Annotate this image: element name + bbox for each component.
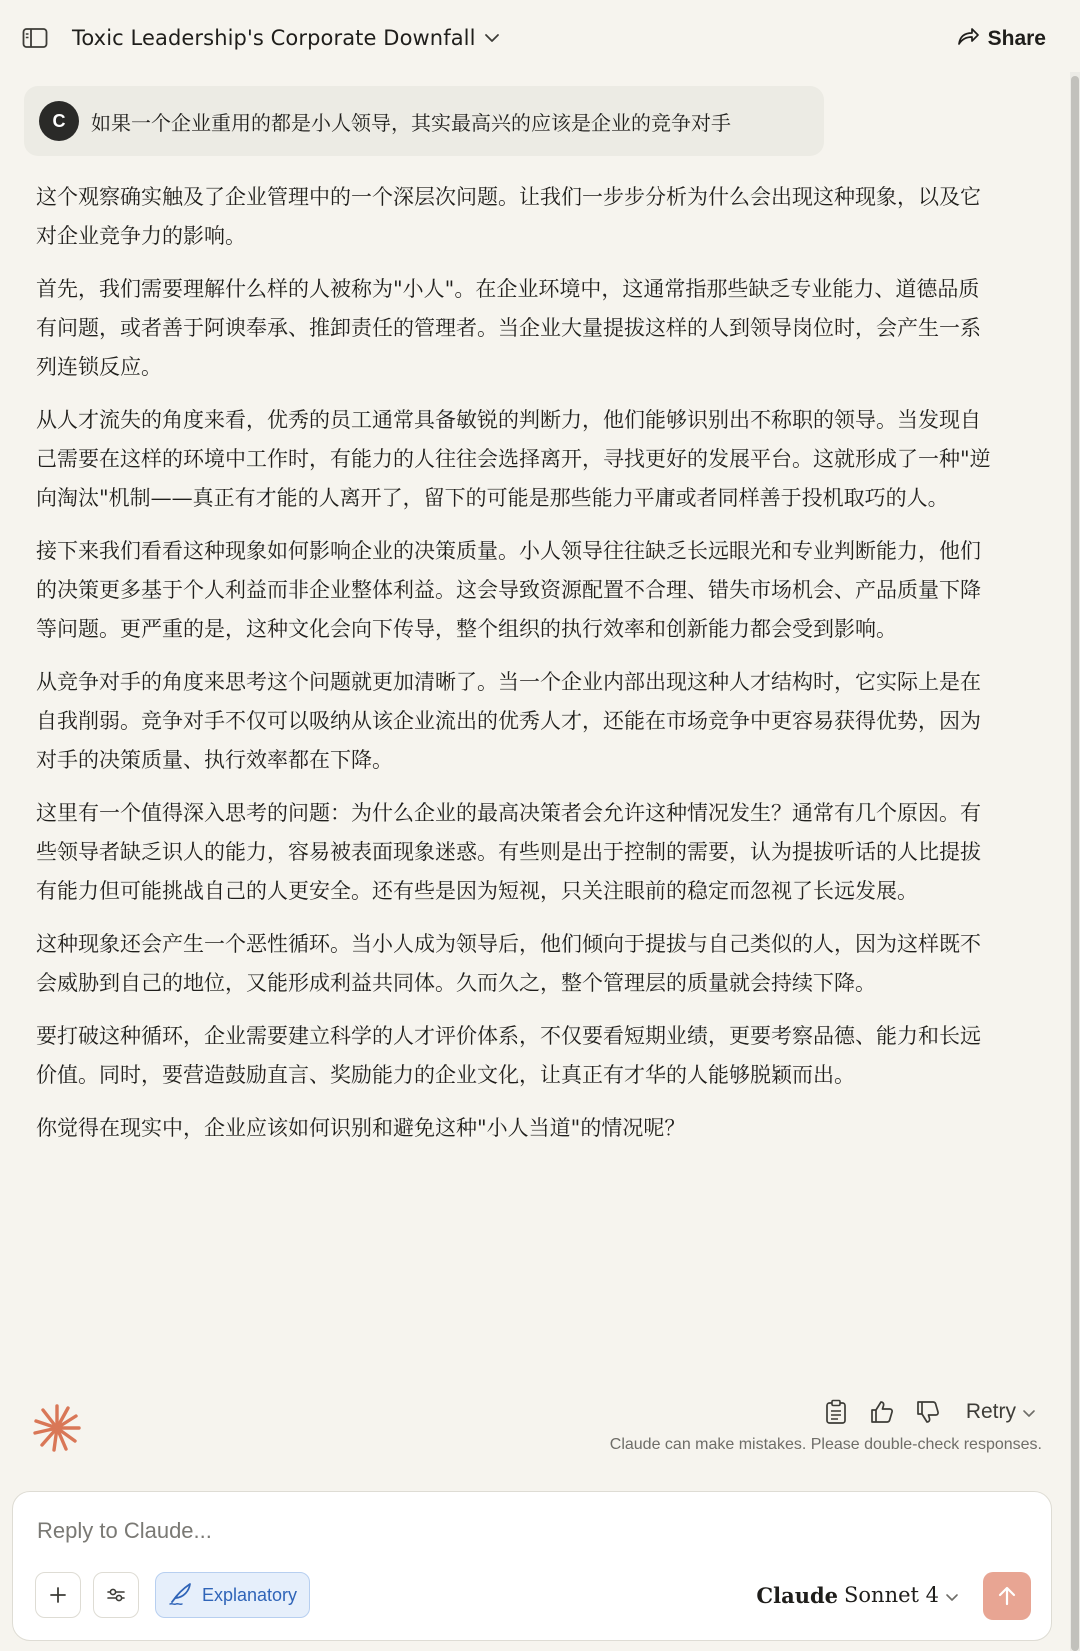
disclaimer-text: Claude can make mistakes. Please double-check responses.: [609, 1436, 1042, 1453]
claude-spark-logo-icon: [32, 1403, 82, 1453]
arrow-up-icon: [996, 1585, 1018, 1607]
reply-composer: [12, 1491, 1052, 1641]
send-button[interactable]: [983, 1572, 1031, 1620]
top-bar: [0, 0, 1072, 76]
tools-settings-button[interactable]: [93, 1572, 139, 1618]
model-selector[interactable]: [756, 1578, 959, 1612]
response-paragraph: 从竞争对手的角度来思考这个问题就更加清晰了。当一个企业内部出现这种人才结构时，它实际上是在自我削弱。竞争对手不仅可以吸纳从该企业流出的优秀人才，还能在市场竞争中更容易获得优势，因为对手的决策质量、执行效率都在下降。: [36, 670, 981, 772]
share-button[interactable]: [956, 22, 1046, 56]
retry-label: Retry: [965, 1400, 1016, 1423]
conversation-title: Toxic Leadership's Corporate Downfall: [72, 26, 476, 50]
scrollbar-thumb[interactable]: [1071, 76, 1079, 1651]
response-paragraph: 这种现象还会产生一个恶性循环。当小人成为领导后，他们倾向于提拔与自己类似的人，因为这样既不会威胁到自己的地位，又能形成利益共同体。久而久之，整个管理层的质量就会持续下降。: [36, 932, 981, 995]
feather-pen-icon: [168, 1580, 194, 1611]
assistant-response: [36, 178, 1000, 1162]
copy-icon[interactable]: [820, 1396, 852, 1428]
model-name: Sonnet 4: [844, 1583, 939, 1607]
response-actions: [820, 1396, 1036, 1428]
share-arrow-icon: [956, 24, 980, 54]
explanatory-style-button[interactable]: [155, 1572, 310, 1618]
user-message: [24, 86, 824, 156]
response-paragraph: 这里有一个值得深入思考的问题：为什么企业的最高决策者会允许这种情况发生？通常有几个原因。有些领导者缺乏识人的能力，容易被表面现象迷惑。有些则是出于控制的需要，认为提拔听话的人比提拔有能力但可能挑战自己的人更安全。还有些是因为短视，只关注眼前的稳定而忽视了长远发展。: [36, 801, 981, 903]
chevron-down-icon: [1022, 1400, 1036, 1424]
response-paragraph: 这个观察确实触及了企业管理中的一个深层次问题。让我们一步步分析为什么会出现这种现象，以及它对企业竞争力的影响。: [36, 185, 981, 248]
avatar: C: [39, 101, 79, 141]
chevron-down-icon: [484, 29, 500, 48]
plus-icon: [48, 1585, 68, 1605]
sliders-icon: [105, 1585, 127, 1605]
model-brand: Claude: [756, 1582, 839, 1608]
explanatory-label: Explanatory: [202, 1584, 298, 1605]
reply-input[interactable]: [35, 1510, 1019, 1552]
user-message-text: 如果一个企业重用的都是小人领导，其实最高兴的应该是企业的竞争对手: [91, 110, 731, 135]
add-attachment-button[interactable]: [35, 1572, 81, 1618]
scrollbar[interactable]: [1070, 72, 1080, 1651]
sidebar-toggle-icon[interactable]: [22, 26, 48, 50]
response-paragraph: 要打破这种循环，企业需要建立科学的人才评价体系，不仅要看短期业绩，更要考察品德、能力和长远价值。同时，要营造鼓励直言、奖励能力的企业文化，让真正有才华的人能够脱颖而出。: [36, 1024, 981, 1087]
chevron-down-icon: [945, 1583, 959, 1607]
response-paragraph: 首先，我们需要理解什么样的人被称为"小人"。在企业环境中，这通常指那些缺乏专业能力、道德品质有问题，或者善于阿谀奉承、推卸责任的管理者。当企业大量提拔这样的人到领导岗位时，会产生一系列连锁反应。: [36, 277, 981, 379]
thumbs-down-icon[interactable]: [912, 1396, 944, 1428]
conversation-title-menu[interactable]: [72, 22, 500, 54]
response-paragraph: 你觉得在现实中，企业应该如何识别和避免这种"小人当道"的情况呢？: [36, 1116, 686, 1140]
thumbs-up-icon[interactable]: [866, 1396, 898, 1428]
retry-button[interactable]: [966, 1400, 1036, 1424]
share-label: Share: [987, 27, 1046, 50]
response-paragraph: 接下来我们看看这种现象如何影响企业的决策质量。小人领导往往缺乏长远眼光和专业判断能力，他们的决策更多基于个人利益而非企业整体利益。这会导致资源配置不合理、错失市场机会、产品质量下降等问题。更严重的是，这种文化会向下传导，整个组织的执行效率和创新能力都会受到影响。: [36, 539, 981, 641]
response-paragraph: 从人才流失的角度来看，优秀的员工通常具备敏锐的判断力，他们能够识别出不称职的领导。当发现自己需要在这样的环境中工作时，有能力的人往往会选择离开，寻找更好的发展平台。这就形成了一种"逆向淘汰"机制——真正有才能的人离开了，留下的可能是那些能力平庸或者同样善于投机取巧的人。: [36, 408, 991, 510]
